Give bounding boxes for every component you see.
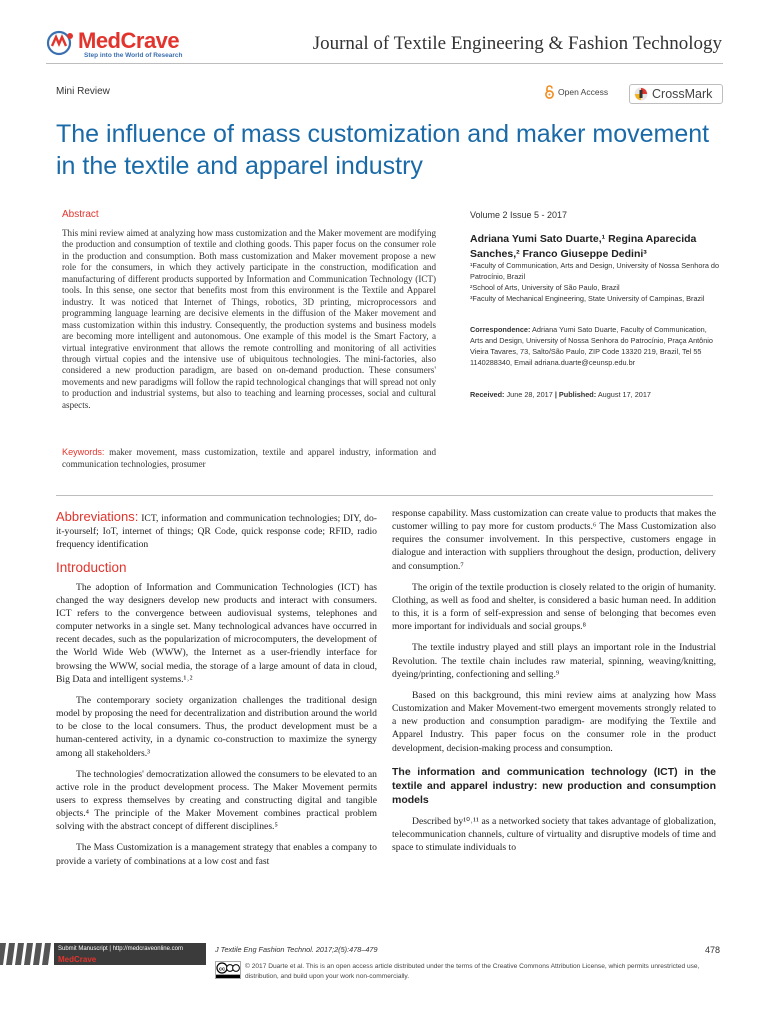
creative-commons-icon[interactable] (215, 961, 241, 979)
abstract-text: This mini review aimed at analyzing how mass customization and the Maker movement are modifying the production and consumption of textile and clothing goods. This paper focus on the consumer role in the production and consumption. Both mass customization and Maker movement propose a new role for the consumers, in which they actively participate in the construction, modification and manufacturing of different products supported by Information and Communication Technology (ICT) tools. In this sense, one sector that benefits most from this environment is the Textile and Apparel industry. It was noticed that Internet of Things, robotics, 3D printing, microprocessors and programming language learning are decisive elements in the diffusion of the Maker movement and mass customization within this industry. Consequently, the production systems and business models are becoming more intelligent and autonomous. One example of this model is the Smart Factory, a virtual integrative environment that allows the remote controlling and monitoring of all activities through virtual copies and the intensive use of ubiquitous technologies. The mini-factories, also considered a new production paradigm, are based on on-demand production. These consumers' movements and new paradigms will follow the rapid technological changings that will spread not only to production and industrial systems, but also to teaching and learning processes, social and cultural aspects. (62, 228, 436, 410)
author-list: Adriana Yumi Sato Duarte,¹ Regina Aparecida Sanches,² Franco Giuseppe Dedini³ (470, 233, 697, 260)
cc-label: cc (218, 966, 226, 973)
submit-manuscript-link[interactable]: Submit Manuscript | http://medcraveonline.com (58, 946, 183, 952)
received-date: June 28, 2017 (506, 390, 553, 399)
correspondence-text: Adriana Yumi Sato Duarte, Faculty of Communication, Arts and Design, University of Nossa Senhora do Patrocínio, Praça Antônio Vieira Tavares, 73, Salto/São Paulo, ZIP Code 13320 219, Brazil, Tel 55 1140288340, Email adriana.duarte@ceunsp.edu.br (470, 325, 713, 368)
brand-tagline: Step into the World of Research (84, 52, 183, 59)
paragraph: The textile industry played and still plays an important role in the Industrial Revolution. The textile chain includes raw material, spinning, weaving/knitting, dyeing/printing, confectioning and selling.⁹ (392, 642, 716, 680)
abbreviations-label: Abbreviations: (56, 509, 139, 524)
open-access-badge[interactable] (544, 85, 608, 99)
correspondence (470, 324, 720, 368)
keywords (62, 447, 436, 470)
published-label: Published: (558, 390, 597, 399)
footer-brand-logo: MedCrave (58, 955, 97, 964)
body-right-column (392, 507, 716, 854)
paragraph: response capability. Mass customization can create value to products that makes the customer willing to pay more for custom products.⁶ The Mass Customization also requires the consumer involvement. In this perspective, customers engage in dialogue and interaction with suppliers throughout the design, production, delivery and consumption.⁷ (392, 508, 716, 572)
paragraph: The technologies' democratization allowed the consumers to be elevated to an active role in the product development process. The Maker Movement permits users to express themselves by creating and constructing digital and tangible objects.⁴ The principle of the Maker Movement combines practical problem solving with the abstract concept of different disciplines.⁵ (56, 768, 377, 833)
abbreviations-text: ICT, information and communication technologies; DIY, do-it-yourself; IoT, internet of things; QR Code, quick response code; RFID, radio frequency identification (56, 513, 377, 551)
keywords-text: maker movement, mass customization, textile and apparel industry, information and communication technologies, prosumer (62, 447, 436, 469)
paragraph: The Mass Customization is a management strategy that enables a company to provide a variety of combinations at a low cost and fast (56, 842, 377, 867)
keywords-label: Keywords: (62, 447, 105, 457)
crossmark-label: CrossMark (652, 87, 713, 101)
brand-name[interactable] (78, 28, 179, 54)
published-date: August 17, 2017 (597, 390, 651, 399)
page-number: 478 (704, 945, 720, 955)
affiliations (470, 260, 720, 304)
journal-title: Journal of Textile Engineering & Fashion Technology (312, 33, 722, 54)
license-text: © 2017 Duarte et al. This is an open access article distributed under the terms of the Creative Commons Attribution License, which permits unrestricted use, distribution, and build upon your work non-commercially. (245, 963, 700, 980)
received-label: Received: (470, 390, 505, 399)
introduction-heading: Introduction (56, 560, 127, 576)
crossmark-button[interactable] (629, 84, 723, 104)
header-divider (46, 63, 723, 64)
received-published: Received: June 28, 2017 | Published: August 17, 2017 (470, 390, 651, 399)
paragraph: The contemporary society organization challenges the traditional design model by proposing the need for decentralization and distribution around the world to be close to the local consumers. Thus, the product development must be a human-centered activity, in a dynamic co-construction to maximize the synergy among all stakeholders.³ (56, 694, 377, 759)
paragraph: Based on this background, this mini review aims at analyzing how Mass Customization and Maker Movement-two emergent movements strongly related to a new production and consumption paradigm- are modifying the Textile and Apparel Industry. This paper focus on the consumer role in the product development, decision-making process and consumption. (392, 689, 716, 754)
crossmark-icon (634, 87, 648, 101)
brand-part1: Med (78, 28, 121, 53)
abbreviations (56, 510, 377, 551)
article-title: The influence of mass customization and maker movement in the textile and apparel industry (56, 120, 710, 180)
open-access-label: Open Access (558, 87, 609, 97)
affiliation-3: ³Faculty of Mechanical Engineering, State University of Campinas, Brazil (470, 294, 705, 304)
medcrave-logo-icon[interactable] (46, 30, 76, 56)
body-divider (56, 495, 713, 496)
paragraph: Described by¹⁰˒¹¹ as a networked society that takes advantage of globalization, telecommunication channels, culture of virtuality and disruptive models of time and space to stimulate individuals to (392, 815, 716, 853)
open-lock-icon (544, 85, 555, 99)
citation: J Textile Eng Fashion Technol. 2017;2(5):478‒479 (215, 945, 378, 954)
paragraph: The origin of the textile production is closely related to the origin of humanity. Clothing, as well as food and shelter, is considered a basic human need. In addition to this, it is a form of self-expression and sense of belonging that becomes even more important for individuals and social groups.⁸ (392, 581, 716, 633)
affiliation-2: ²School of Arts, University of São Paulo, Brazil (470, 283, 620, 293)
brand-part2: Crave (120, 28, 180, 53)
abstract-heading: Abstract (62, 209, 99, 220)
volume-issue: Volume 2 Issue 5 - 2017 (470, 210, 568, 220)
paragraph: The adoption of Information and Communication Technologies (ICT) has changed the way designers develop new products and interact with consumers. ICT refers to the convergence between audiovisual systems, telephones and computer networks in a single set. Many technological advances have occurred in recent decades, such as the popularization of microcomputers, the development of the World Wide Web (WWW), the Internet as a user-friendly interface for browsing the WWW, social media, the storage of a large amount of data in cloud, Big Data and intelligent systems.¹˒² (56, 581, 377, 685)
affiliation-1: ¹Faculty of Communication, Arts and Design, University of Nossa Senhora do Patrocínio, Brazil (470, 261, 720, 282)
article-type: Mini Review (56, 86, 110, 97)
correspondence-label: Correspondence: (470, 325, 531, 334)
body-left-column (56, 510, 377, 868)
subsection-heading: The information and communication technology (ICT) in the textile and apparel industry: new production and consumption models (392, 765, 716, 806)
